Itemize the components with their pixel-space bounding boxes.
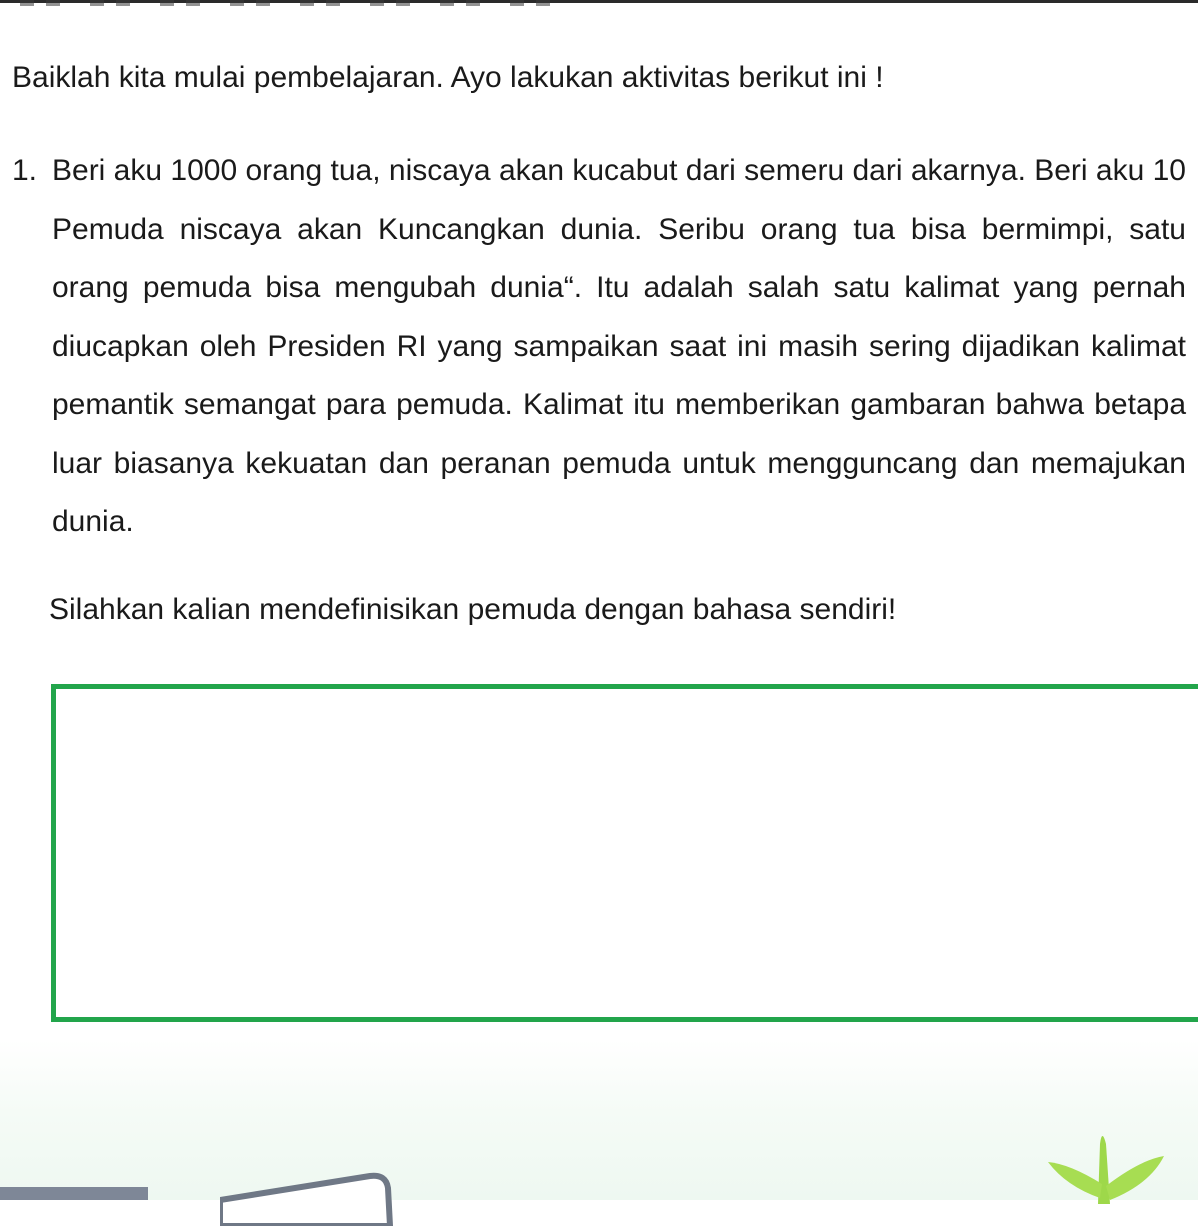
intro-text: Baiklah kita mulai pembelajaran. Ayo lakukan aktivitas berikut ini ! bbox=[12, 61, 884, 94]
cropped-previous-text bbox=[20, 0, 560, 6]
plant-illustration bbox=[1040, 1124, 1180, 1204]
tablet-illustration bbox=[220, 1166, 420, 1226]
question-number: 1. bbox=[12, 154, 38, 187]
question-prompt: Silahkan kalian mendefinisikan pemuda dengan bahasa sendiri! bbox=[49, 593, 897, 626]
answer-box[interactable] bbox=[51, 684, 1198, 1022]
footer-background bbox=[0, 1040, 1198, 1200]
footer-strip bbox=[0, 1187, 148, 1200]
question-item-1 bbox=[12, 142, 1186, 552]
question-text: Beri aku 1000 orang tua, niscaya akan kucabut dari semeru dari akarnya. Beri aku 10 Pemuda niscaya akan Kuncangkan dunia. Seribu orang tua bisa bermimpi, satu orang pemuda bisa mengubah dunia“. Itu adalah salah satu kalimat yang pernah diucapkan oleh Presiden RI yang sampaikan saat ini masih sering dijadikan kalimat pemantik semangat para pemuda. Kalimat itu memberikan gambaran bahwa betapa luar biasanya kekuatan dan peranan pemuda untuk mengguncang dan memajukan dunia. bbox=[52, 154, 1186, 538]
